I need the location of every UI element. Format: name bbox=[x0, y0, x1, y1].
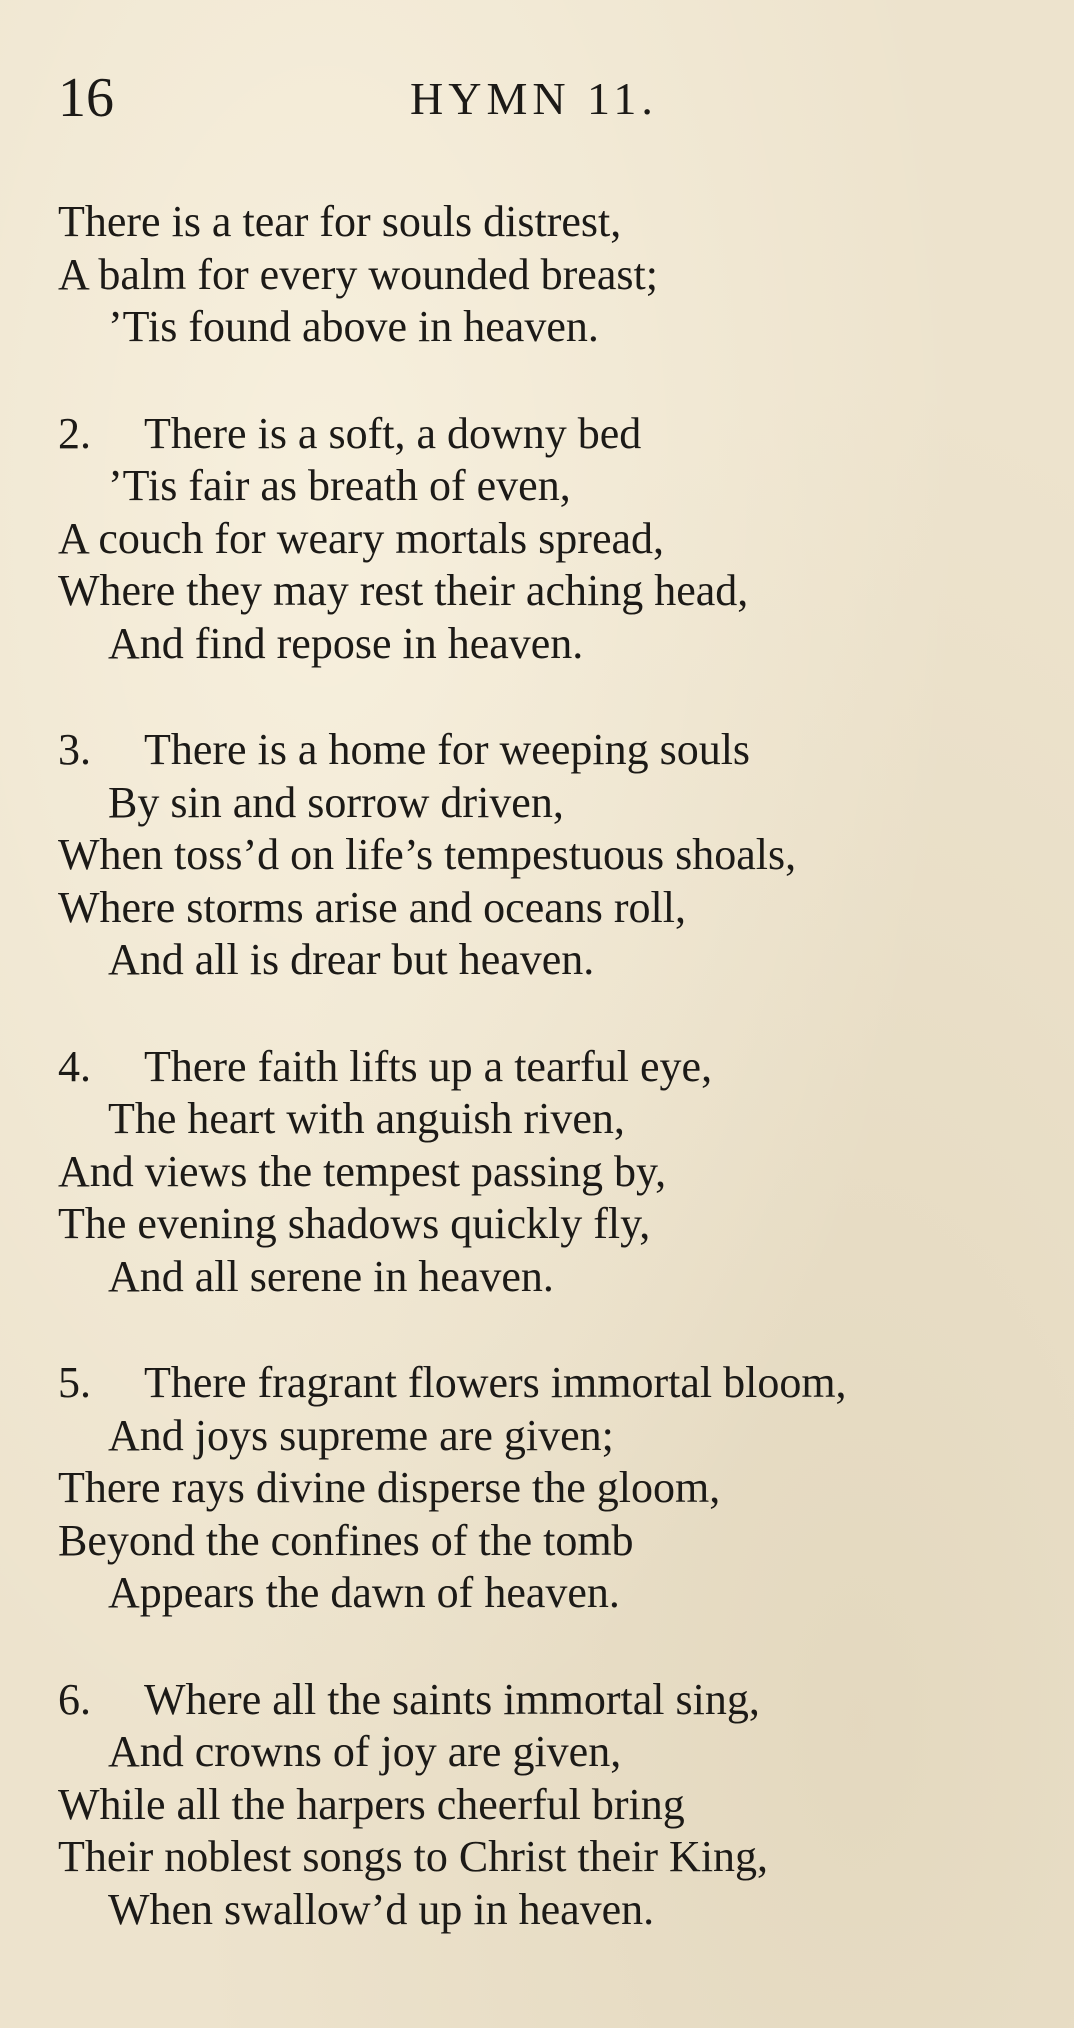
stanza-line: A balm for every wounded breast; bbox=[58, 249, 658, 299]
stanza-line: ’Tis fair as breath of even, bbox=[108, 461, 571, 510]
stanza-number: 2. bbox=[58, 408, 91, 458]
stanza-line: When swallow’d up in heaven. bbox=[108, 1884, 655, 1934]
stanza-line: And find repose in heaven. bbox=[108, 618, 584, 668]
hymn-body bbox=[58, 196, 1038, 1990]
stanza-number: 6. bbox=[58, 1674, 91, 1724]
stanza-line: Where they may rest their aching head, bbox=[58, 566, 749, 615]
stanza-line: Their noblest songs to Christ their King, bbox=[58, 1832, 769, 1881]
stanza-number: 5. bbox=[58, 1358, 91, 1407]
stanza-line: The heart with anguish riven, bbox=[108, 1094, 625, 1143]
page-number: 16 bbox=[58, 67, 114, 129]
stanza-line: While all the harpers cheerful bring bbox=[58, 1779, 685, 1829]
stanza-line: Where storms arise and oceans roll, bbox=[58, 882, 686, 932]
stanza-line: There is a soft, a downy bed bbox=[144, 408, 642, 458]
stanza-line: A couch for weary mortals spread, bbox=[58, 513, 665, 563]
stanza-line: And all is drear but heaven. bbox=[108, 935, 595, 984]
stanza-line: Where all the saints immortal sing, bbox=[144, 1674, 760, 1724]
stanza-5 bbox=[58, 1357, 1038, 1620]
stanza-6 bbox=[58, 1674, 1038, 1937]
stanza-line: And views the tempest passing by, bbox=[58, 1146, 667, 1196]
stanza-line: Appears the dawn of heaven. bbox=[108, 1568, 620, 1617]
stanza-line: ’Tis found above in heaven. bbox=[108, 302, 599, 351]
running-head bbox=[58, 68, 1018, 138]
stanza-line: There is a home for weeping souls bbox=[144, 725, 751, 774]
stanza-number: 3. bbox=[58, 725, 91, 774]
stanza-line: When toss’d on life’s tempestuous shoals, bbox=[58, 830, 797, 879]
stanza-line: There faith lifts up a tearful eye, bbox=[144, 1041, 713, 1091]
stanza-line: There fragrant flowers immortal bloom, bbox=[144, 1358, 847, 1407]
stanza-number: 4. bbox=[58, 1041, 91, 1091]
stanza-line: The evening shadows quickly fly, bbox=[58, 1199, 651, 1248]
stanza-line: And joys supreme are given; bbox=[108, 1410, 614, 1460]
stanza-3 bbox=[58, 724, 1038, 987]
stanza-first-line bbox=[58, 1041, 1038, 1094]
stanza-4 bbox=[58, 1041, 1038, 1304]
stanza-line: And all serene in heaven. bbox=[108, 1251, 554, 1301]
stanza-line: And crowns of joy are given, bbox=[108, 1727, 622, 1776]
stanza-line: There rays divine disperse the gloom, bbox=[58, 1463, 721, 1512]
hymn-title: HYMN 11. bbox=[410, 73, 658, 124]
stanza-line: Beyond the confines of the tomb bbox=[58, 1515, 634, 1565]
stanza-first-line bbox=[58, 724, 1038, 777]
stanza-1 bbox=[58, 196, 1038, 354]
stanza-2 bbox=[58, 408, 1038, 671]
stanza-first-line bbox=[58, 1674, 1038, 1727]
stanza-line: There is a tear for souls distrest, bbox=[58, 197, 622, 246]
stanza-line: By sin and sorrow driven, bbox=[108, 777, 564, 827]
stanza-first-line bbox=[58, 1357, 1038, 1410]
stanza-first-line bbox=[58, 408, 1038, 461]
